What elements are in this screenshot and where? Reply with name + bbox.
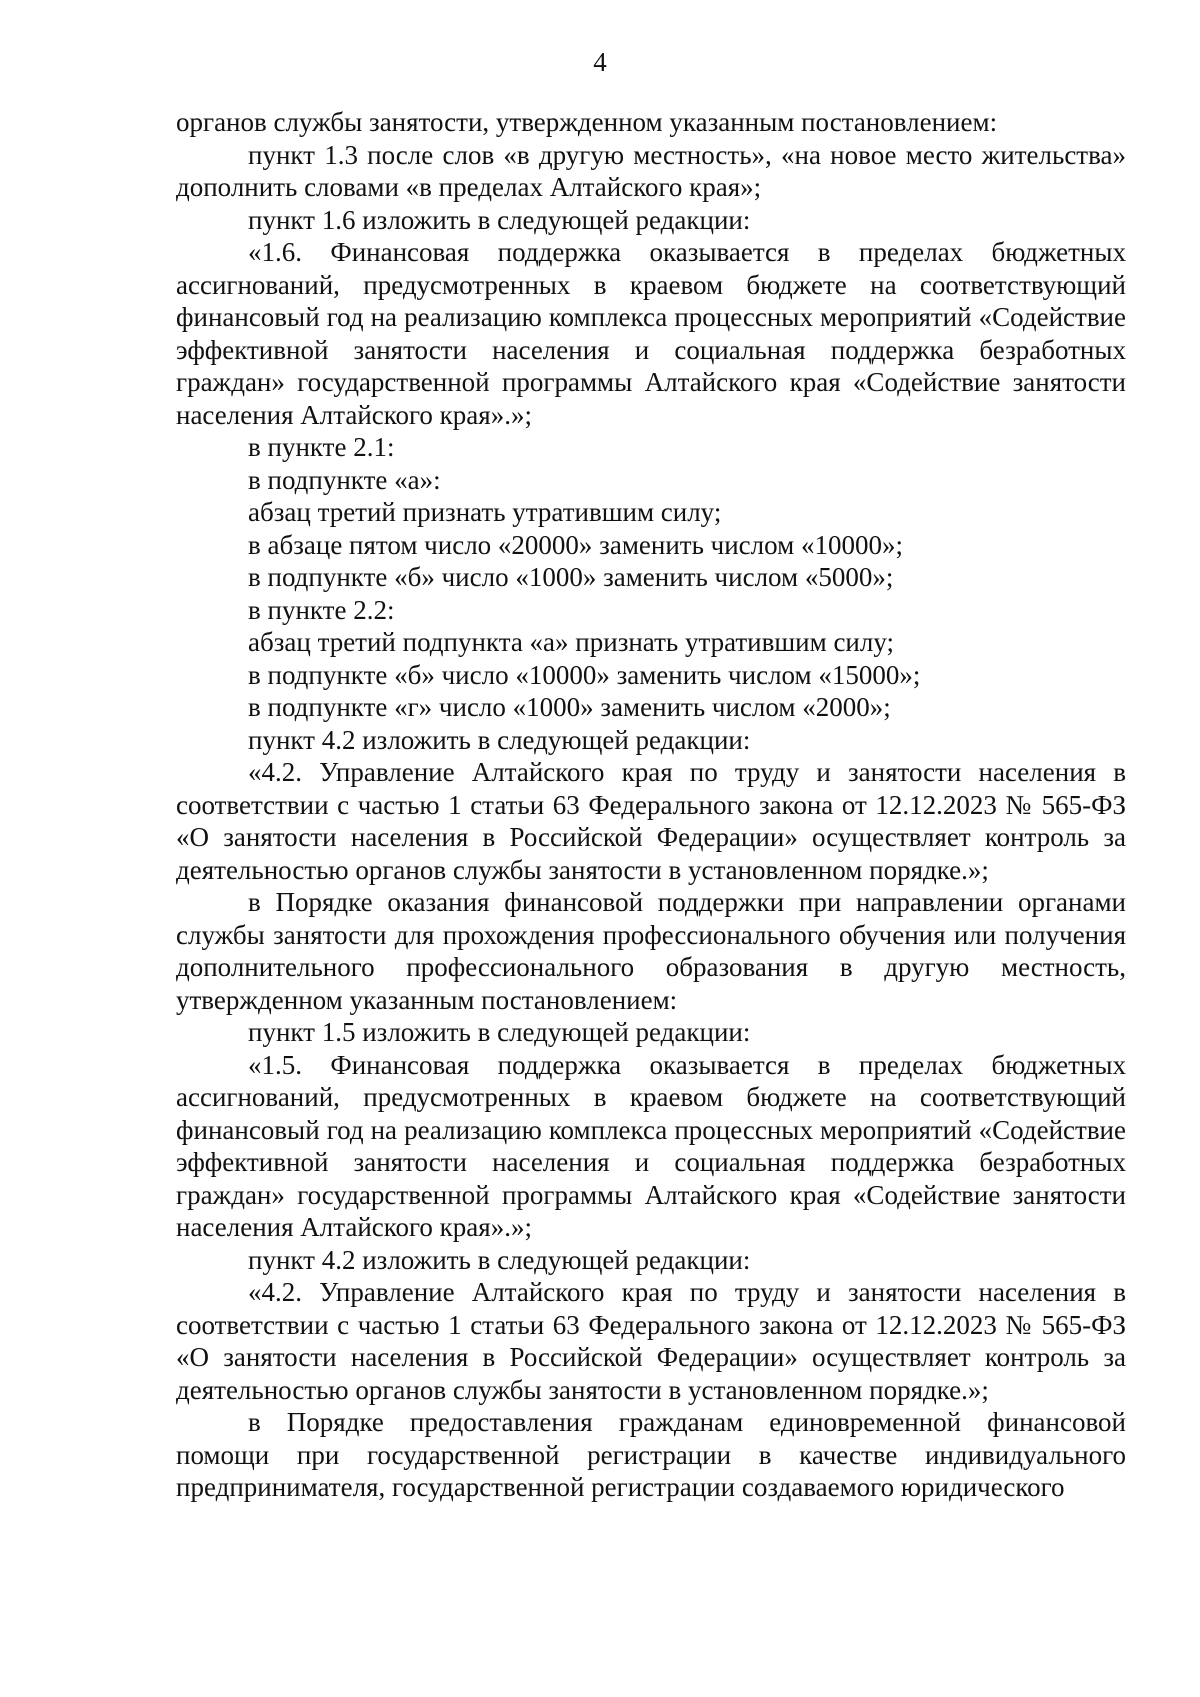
paragraph: пункт 1.6 изложить в следующей редакции: <box>248 204 751 235</box>
paragraph: в абзаце пятом число «20000» заменить числом «10000»; <box>248 529 903 560</box>
paragraph: «1.6. Финансовая поддержка оказывается в пределах бюджетных ассигнований, предусмотренных в краевом бюджете на соответствующий финансовый год на реализацию комплекса процессных мероприятий «Содействие эффективной занятости населения и социальная поддержка безработных граждан» государственной программы Алтайского края «Содействие занятости населения Алтайского края».»; <box>176 237 1126 430</box>
paragraph: абзац третий подпункта «а» признать утратившим силу; <box>248 627 894 657</box>
paragraph: в Порядке оказания финансовой поддержки при направлении органами службы занятости для прохождения профессионального обучения или получения дополнительного профессионального образования в другую местность, утвержденном указанным постановлением: <box>176 887 1126 1015</box>
paragraph: в подпункте «б» число «10000» заменить числом «15000»; <box>248 659 921 690</box>
paragraph: в Порядке предоставления гражданам единовременной финансовой помощи при государственной регистрации в качестве индивидуального предпринимателя, государственной регистрации создаваемого юридического <box>176 1407 1126 1502</box>
page-number: 4 <box>593 47 607 77</box>
paragraph: в подпункте «г» число «1000» заменить числом «2000»; <box>248 692 891 722</box>
paragraph: абзац третий признать утратившим силу; <box>248 497 722 527</box>
document-body <box>176 106 1126 1504</box>
paragraph: в пункте 2.2: <box>248 594 395 625</box>
paragraph: «4.2. Управление Алтайского края по труду и занятости населения в соответствии с частью 1 статьи 63 Федерального закона от 12.12.2023 № 565-ФЗ «О занятости населения в Российской Федерации» осуществляет контроль за деятельностью органов службы занятости в установленном порядке.»; <box>176 1277 1126 1405</box>
paragraph: пункт 1.5 изложить в следующей редакции: <box>248 1017 751 1047</box>
paragraph: пункт 4.2 изложить в следующей редакции: <box>248 1244 751 1275</box>
paragraph: в пункте 2.1: <box>248 432 395 462</box>
paragraph: пункт 1.3 после слов «в другую местность», «на новое место жительства» дополнить словами «в пределах Алтайского края»; <box>176 139 1126 202</box>
paragraph: в подпункте «а»: <box>248 464 441 495</box>
paragraph: органов службы занятости, утвержденном указанным постановлением: <box>176 107 998 137</box>
paragraph: пункт 4.2 изложить в следующей редакции: <box>248 724 751 755</box>
paragraph: «4.2. Управление Алтайского края по труду и занятости населения в соответствии с частью 1 статьи 63 Федерального закона от 12.12.2023 № 565-ФЗ «О занятости населения в Российской Федерации» осуществляет контроль за деятельностью органов службы занятости в установленном порядке.»; <box>176 757 1126 885</box>
paragraph: «1.5. Финансовая поддержка оказывается в пределах бюджетных ассигнований, предусмотренных в краевом бюджете на соответствующий финансовый год на реализацию комплекса процессных мероприятий «Содействие эффективной занятости населения и социальная поддержка безработных граждан» государственной программы Алтайского края «Содействие занятости населения Алтайского края».»; <box>176 1049 1126 1242</box>
paragraph: в подпункте «б» число «1000» заменить числом «5000»; <box>248 562 894 592</box>
